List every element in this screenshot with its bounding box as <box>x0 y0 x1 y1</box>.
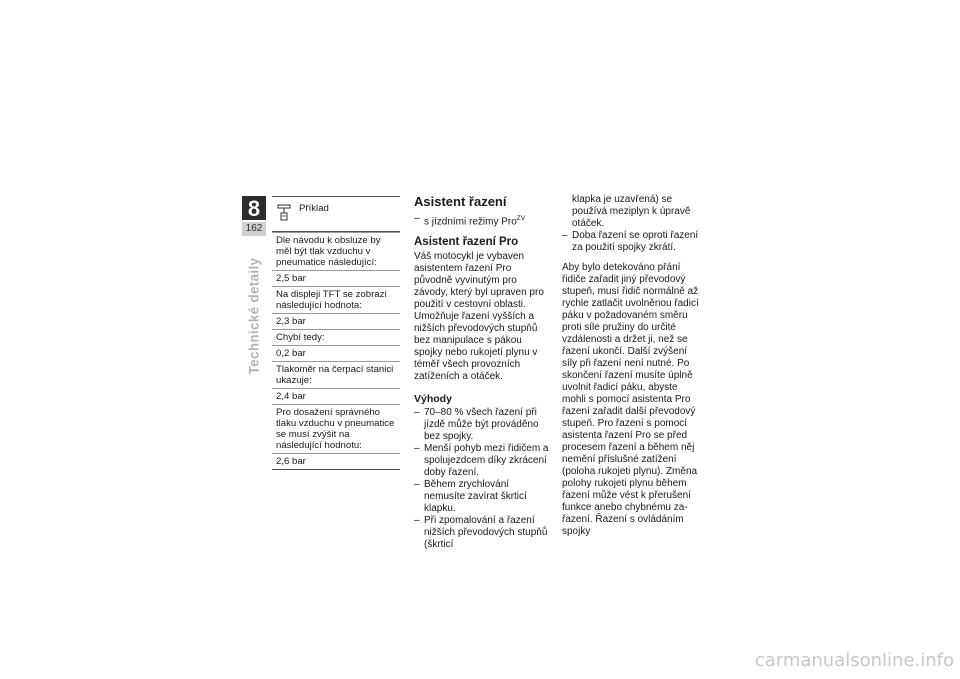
example-value: 2,3 bar <box>272 313 400 329</box>
example-row: Dle návodu k obsluze by měl být tlak vzduchu v pneumatice následující: <box>272 232 400 270</box>
example-value: 2,5 bar <box>272 270 400 286</box>
middle-column <box>414 194 550 551</box>
tire-gauge-icon <box>277 204 291 225</box>
body-paragraph: Aby bylo detekováno přání řidiče zařadit jiný převodový stupeň, musí řidič normálně až rychle zatlačit uvolněnou řadicí páku v požadovaném směru proti síle pružiny do určité vzdálenosti a držet ji, než se řazení ukončí. Další zvýšení síly při řazení není nutné. Po skončení řazení musíte úplně uvolnit řadicí páku, abyste mohli s pomocí asistenta Pro řazení zařadit další převodový stupeň. Pro řazení s pomocí asistenta řazení Pro se před procesem řazení a během něj nemění příslušné zatížení (poloha rukojeti plynu). Změna polohy rukojeti plynu během řazení může vést k přerušení funkce anebo chybnému zařazení. Řazení s ovládáním spojky <box>562 262 699 537</box>
advantages-list <box>414 407 550 551</box>
list-item-text: Při zpomalování a řazení nižších převodových stupňů (škrticí <box>424 515 548 551</box>
list-item-continued <box>562 194 702 230</box>
right-column <box>562 194 702 538</box>
example-value: 2,4 bar <box>272 388 400 404</box>
list-item-text: klapka je uzavřená) se používá meziplyn k úpravě otáček. <box>572 194 691 229</box>
example-value: 0,2 bar <box>272 345 400 361</box>
section-title-vertical <box>242 248 266 384</box>
chapter-number: 8 <box>242 196 266 220</box>
example-value: 2,6 bar <box>272 453 400 469</box>
page-number: 162 <box>242 222 266 236</box>
list-item <box>414 407 550 443</box>
example-row: Chybí tedy: <box>272 329 400 345</box>
intro-text: s jízdními režimy Pro <box>424 216 517 228</box>
dash-mark: – <box>414 443 420 455</box>
dash-mark: – <box>562 230 568 241</box>
section-heading: Asistent řazení <box>414 194 507 209</box>
example-header <box>272 197 400 232</box>
body-paragraph: Váš motocykl je vybaven asistentem řazení Pro původně vyvinutým pro závody, který byl upraven pro použití v cestovní oblasti. Umožňuje řazení vyšších a nižších převodových stupňů bez manipulace s pákou spojky nebo rukojetí plynu v téměř všech provozních zatíženích a otáček. <box>414 251 544 383</box>
chapter-tab <box>242 196 266 238</box>
continued-list <box>562 194 702 254</box>
watermark: carmanualsonline.info <box>754 650 954 671</box>
section-title-label: Technické detaily <box>246 257 262 375</box>
list-item-text: 70–80 % všech řazení při jízdě může být prováděno bez spojky. <box>424 407 539 443</box>
intro-sup: ZV <box>516 215 526 222</box>
intro-item <box>414 213 550 228</box>
example-table <box>272 196 400 470</box>
list-item <box>414 515 550 551</box>
dash-mark: – <box>414 479 420 491</box>
dash-mark: – <box>414 407 420 419</box>
list-item <box>414 443 550 479</box>
list-item <box>562 230 702 254</box>
dash-mark: – <box>414 515 420 527</box>
list-item <box>414 479 550 515</box>
example-row: Tlakoměr na čerpací stanici ukazuje: <box>272 361 400 388</box>
list-item-text: Doba řazení se oproti řazení za použití spojky zkrátí. <box>572 230 699 253</box>
subsection-heading: Asistent řazení Pro <box>414 236 519 249</box>
list-item-text: Menší pohyb mezi řidičem a spolujezdcem díky zkrácení doby řazení. <box>424 443 549 479</box>
example-row: Pro dosažení správného tlaku vzduchu v pneumatice se musí zvýšit na následující hodnotu: <box>272 404 400 453</box>
advantages-heading: Výhody <box>414 393 452 406</box>
dash-mark: – <box>414 213 420 224</box>
intro-list <box>414 213 550 228</box>
example-row: Na displeji TFT se zobrazí následující hodnota: <box>272 286 400 313</box>
list-item-text: Během zrychlování nemusíte zavírat škrticí klapku. <box>424 479 527 515</box>
example-header-label: Příklad <box>299 203 329 214</box>
